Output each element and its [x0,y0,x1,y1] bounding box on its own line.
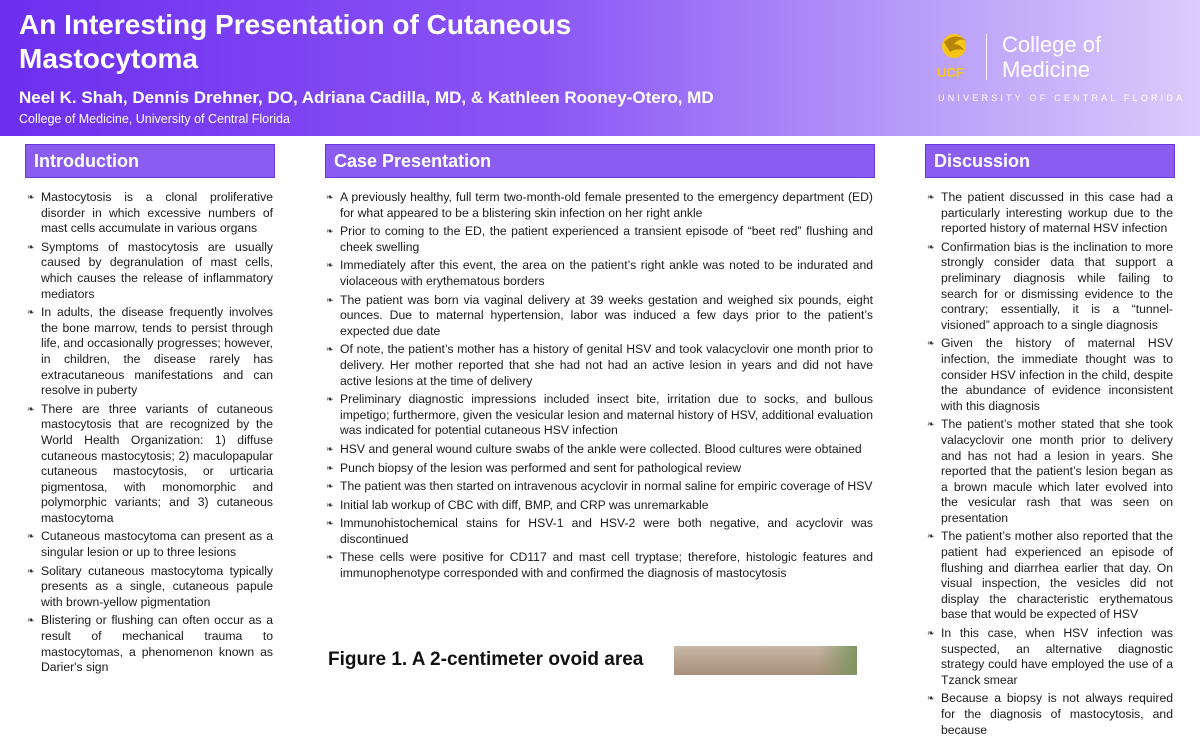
list-item: ❧ In this case, when HSV infection was suspected, an alternative diagnostic strategy could have employed the use of a Tzanck smear [927,626,1173,687]
list-item: ❧ A previously healthy, full term two-month-old female presented to the emergency department (ED) for what appeared to be a blistering skin infection on her right ankle [326,190,873,220]
list-item: ❧ The patient’s mother also reported that the patient had experienced an episode of flushing and diarrhea earlier that day. On visual inspection, the vesicles did not display the characteristic erythematous base that would be expected of HSV [927,529,1173,622]
list-item: ❧ HSV and general wound culture swabs of the ankle were collected. Blood cultures were obtained [326,441,862,456]
bullet-icon: ❧ [927,241,935,252]
title-line-1: An Interesting Presentation of Cutaneous [19,9,572,40]
case-presentation-heading: Case Presentation [325,144,875,178]
introduction-list [27,190,273,676]
list-item: ❧ Blistering or flushing can often occur as a result of mechanical trauma to mastocytomas, a phenomenon known as Darier's sign [27,613,273,675]
list-item: ❧ The patient was then started on intravenous acyclovir in normal saline for empiric coverage of HSV [326,479,873,494]
list-item: ❧ Prior to coming to the ED, the patient experienced a transient episode of “beet red” flushing and cheek swelling [326,224,873,254]
logo-divider [986,34,987,80]
bullet-icon: ❧ [326,394,334,405]
introduction-column [27,190,273,679]
list-item: ❧ Immunohistochemical stains for HSV-1 and HSV-2 were both negative, and acyclovir was discontinued [326,516,873,546]
bullet-icon: ❧ [326,518,334,529]
list-item: ❧ There are three variants of cutaneous mastocytosis that are recognized by the World Health Organization: 1) diffuse cutaneous mastocytosis; 2) maculopapular cutaneous mastocytosis, or urticaria pigmentosa, with monomorphic and polymorphic variants; and 3) cutaneous mastocytoma [27,401,273,525]
bullet-icon: ❧ [326,552,334,563]
bullet-icon: ❧ [326,481,334,492]
bullet-icon: ❧ [27,531,35,542]
bullet-icon: ❧ [27,403,35,414]
bullet-icon: ❧ [27,615,35,626]
list-item: ❧ Symptoms of mastocytosis are usually caused by degranulation of mast cells, which causes the release of inflammatory mediators [27,239,273,301]
bullet-icon: ❧ [326,499,334,510]
introduction-heading: Introduction [25,144,275,178]
list-item: ❧ These cells were positive for CD117 and mast cell tryptase; therefore, histologic features and immunophenotype corresponded with and confirmed the diagnosis of mastocytosis [326,550,873,581]
list-item: ❧ Immediately after this event, the area on the patient’s right ankle was noted to be indurated and violaceous with erythematous borders [326,258,873,288]
bullet-icon: ❧ [326,226,334,237]
bullet-icon: ❧ [27,241,35,252]
bullet-icon: ❧ [27,192,35,202]
case-presentation-column [326,190,873,585]
list-item: ❧ Of note, the patient’s mother has a history of genital HSV and took valacyclovir one month prior to delivery. Her mother reported that she had not had an active lesion in years and did not have active lesions at the time of delivery [326,342,873,388]
bullet-icon: ❧ [326,294,334,305]
list-item: ❧ Solitary cutaneous mastocytoma typically presents as a single, cutaneous papule with brown-yellow pigmentation [27,563,273,609]
bullet-icon: ❧ [326,344,334,355]
poster-title [19,8,739,76]
bullet-icon: ❧ [326,462,334,473]
list-item: ❧ Mastocytosis is a clonal proliferative disorder in which excessive numbers of mast cells accumulate in various organs [27,190,273,236]
list-item: ❧ The patient’s mother stated that she took valacyclovir one month prior to delivery and has not had a lesion in years. She reported that the patient’s lesion began as a brown macule which later evolved into the vesicular rash that was seen on presentation [927,417,1173,525]
discussion-list [927,190,1173,738]
logo-university-name: UNIVERSITY OF CENTRAL FLORIDA [938,93,1186,103]
list-item: ❧ The patient was born via vaginal delivery at 39 weeks gestation and weighed six pounds, eight ounces. Due to maternal hypertension, labor was induced a few days prior to the patient’s expected due date [326,292,873,338]
bullet-icon: ❧ [27,565,35,576]
logo-medicine: Medicine [1002,57,1091,82]
bullet-icon: ❧ [927,628,935,639]
list-item: ❧ Initial lab workup of CBC with diff, BMP, and CRP was unremarkable [326,497,709,512]
list-item: ❧ The patient discussed in this case had a particularly interesting workup due to the reported history of maternal HSV infection [927,190,1173,236]
bullet-icon: ❧ [326,260,334,271]
list-item: ❧ Because a biopsy is not always required for the diagnosis of mastocytosis, and because [927,691,1173,737]
bullet-icon: ❧ [927,338,935,349]
photo-background [817,646,857,675]
list-item: ❧ Punch biopsy of the lesion was performed and sent for pathological review [326,460,742,475]
bullet-icon: ❧ [326,443,334,454]
case-presentation-list [326,190,873,582]
discussion-column [927,190,1173,741]
bullet-icon: ❧ [927,693,935,704]
bullet-icon: ❧ [927,531,935,542]
discussion-heading: Discussion [925,144,1175,178]
logo-ucf-text: UCF [937,65,964,80]
list-item: ❧ Cutaneous mastocytoma can present as a singular lesion or up to three lesions [27,529,273,560]
bullet-icon: ❧ [927,419,935,430]
logo-college-of: College of [1002,32,1102,57]
poster-header [0,0,1200,136]
list-item: ❧ Given the history of maternal HSV infection, the immediate thought was to consider HSV infection in the child, despite the abundance of evidence inconsistent with this diagnosis [927,336,1173,413]
bullet-icon: ❧ [326,192,334,202]
bullet-icon: ❧ [27,307,35,318]
figure-caption: Figure 1. A 2-centimeter ovoid area [328,649,644,670]
author-list: Neel K. Shah, Dennis Drehner, DO, Adriana Cadilla, MD, & Kathleen Rooney-Otero, MD [19,88,714,107]
title-line-2: Mastocytoma [19,43,198,74]
list-item: ❧ In adults, the disease frequently involves the bone marrow, tends to persist through life, and occasionally progresses; however, in children, the disease rarely has extracutaneous manifestations and can resolve in puberty [27,305,273,398]
list-item: ❧ Preliminary diagnostic impressions included insect bite, irritation due to socks, and bullous impetigo; furthermore, given the vesicular lesion and maternal history of HSV, additional evaluation was indicated for potential cutaneous HSV infection [326,392,873,438]
bullet-icon: ❧ [927,192,935,202]
list-item: ❧ Confirmation bias is the inclination to more strongly consider data that support a preliminary diagnosis while failing to search for or dismissing evidence to the contrary; essentially, it is a “tunnel-visioned” approach to a single diagnosis [927,239,1173,332]
pegasus-logo-icon [936,30,976,82]
lesion-photo [674,646,857,675]
affiliation: College of Medicine, University of Central Florida [19,112,290,126]
